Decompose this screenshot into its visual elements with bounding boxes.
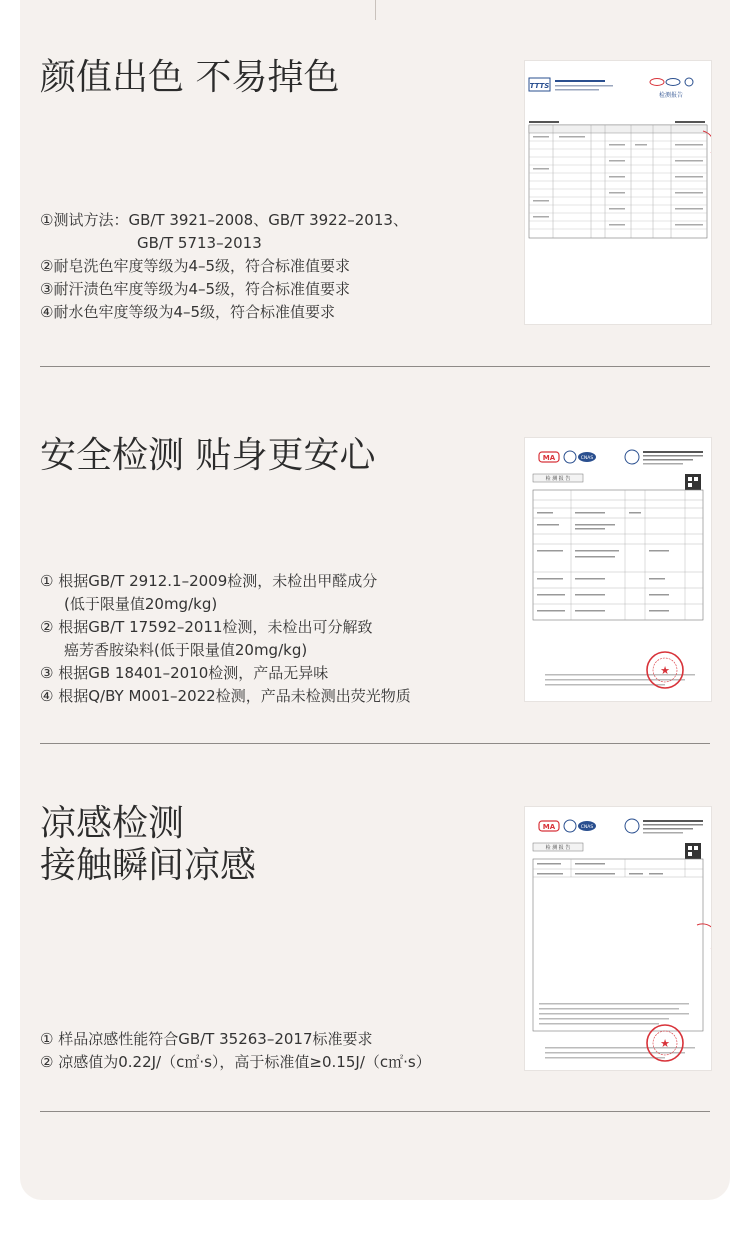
section-title-cooling-line2: 接触瞬间凉感 (40, 845, 257, 886)
cooling-details (40, 1028, 431, 1074)
section-divider (40, 366, 710, 367)
section-divider (40, 743, 710, 744)
colorfastness-details (40, 209, 408, 324)
section-title-colorfastness: 颜值出色 不易掉色 (40, 57, 340, 98)
detail-line: ①测试方法：GB/T 3921–2008、GB/T 3922–2013、 (40, 211, 408, 229)
section-title-safety: 安全检测 贴身更安心 (40, 435, 376, 476)
detail-line: ② 凉感值为0.22J/（c㎡·s），高于标准值≥0.15J/（c㎡·s） (40, 1053, 431, 1071)
report-label: 检 测 报 告 (545, 845, 571, 851)
test-report-image-colorfastness (524, 60, 712, 325)
detail-line: 癌芳香胺染料(低于限量值20mg/kg) (64, 641, 308, 659)
detail-line: ④耐水色牢度等级为4–5级，符合标准值要求 (40, 303, 336, 321)
section-divider (40, 1111, 710, 1112)
ma-logo-icon: MA (542, 823, 556, 831)
report-label: 检 测 报 告 (545, 476, 571, 482)
safety-details (40, 570, 411, 708)
detail-line: GB/T 5713–2013 (137, 234, 262, 252)
svg-text:★: ★ (660, 664, 670, 677)
detail-line: ① 根据GB/T 2912.1–2009检测，未检出甲醛成分 (40, 572, 378, 590)
detail-line: ① 样品凉感性能符合GB/T 35263–2017标准要求 (40, 1030, 373, 1048)
ma-logo-icon: MA (542, 454, 556, 462)
section-title-cooling-line1: 凉感检测 (40, 803, 185, 844)
ttts-logo-icon: TTTS (529, 82, 550, 90)
detail-line: (低于限量值20mg/kg) (64, 595, 218, 613)
svg-text:★: ★ (660, 1037, 670, 1050)
report-label: 检测报告 (658, 92, 684, 99)
detail-line: ②耐皂洗色牢度等级为4–5级，符合标准值要求 (40, 257, 351, 275)
detail-line: ④ 根据Q/BY M001–2022检测，产品未检测出荧光物质 (40, 687, 411, 705)
test-report-image-safety (524, 437, 712, 702)
cnas-logo-icon: CNAS (580, 825, 594, 830)
detail-line: ③耐汗渍色牢度等级为4–5级，符合标准值要求 (40, 280, 351, 298)
test-report-image-cooling (524, 806, 712, 1071)
top-connector-line (375, 0, 376, 20)
detail-line: ③ 根据GB 18401–2010检测，产品无异味 (40, 664, 329, 682)
detail-line: ② 根据GB/T 17592–2011检测，未检出可分解致 (40, 618, 373, 636)
cnas-logo-icon: CNAS (580, 456, 594, 461)
